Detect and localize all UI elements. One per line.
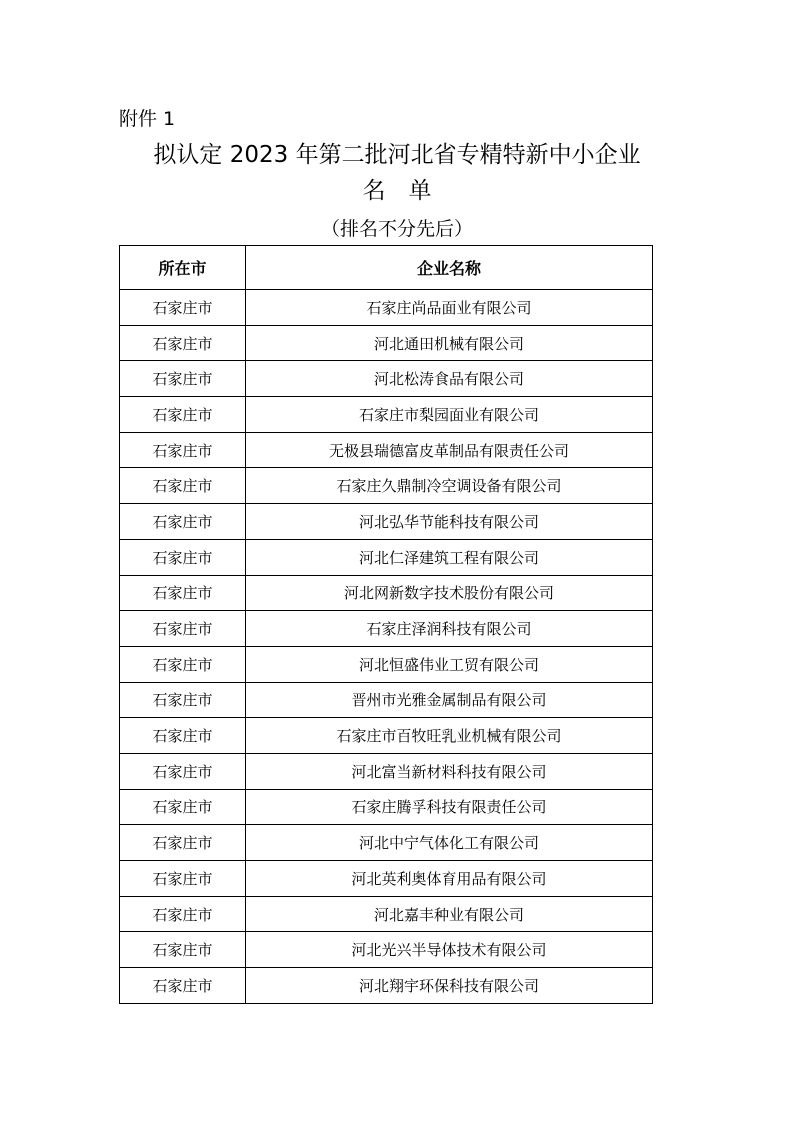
table-row bbox=[120, 861, 653, 897]
table-row bbox=[120, 290, 653, 326]
cell-company-name: 河北仁泽建筑工程有限公司 bbox=[246, 539, 653, 575]
table-row bbox=[120, 646, 653, 682]
cell-city: 石家庄市 bbox=[120, 432, 246, 468]
cell-company-name: 河北通田机械有限公司 bbox=[246, 325, 653, 361]
cell-company-name: 河北光兴半导体技术有限公司 bbox=[246, 932, 653, 968]
cell-company-name: 晋州市光雅金属制品有限公司 bbox=[246, 682, 653, 718]
cell-company-name: 河北网新数字技术股份有限公司 bbox=[246, 575, 653, 611]
table-row bbox=[120, 789, 653, 825]
cell-city: 石家庄市 bbox=[120, 575, 246, 611]
table-row bbox=[120, 611, 653, 647]
cell-company-name: 无极县瑞德富皮革制品有限责任公司 bbox=[246, 432, 653, 468]
cell-city: 石家庄市 bbox=[120, 539, 246, 575]
table-row bbox=[120, 825, 653, 861]
header-company-name: 企业名称 bbox=[246, 246, 653, 290]
cell-city: 石家庄市 bbox=[120, 646, 246, 682]
document-title-line-1: 拟认定 2023 年第二批河北省专精特新中小企业 bbox=[153, 142, 641, 168]
table-row bbox=[120, 504, 653, 540]
table-row bbox=[120, 753, 653, 789]
cell-company-name: 石家庄泽润科技有限公司 bbox=[246, 611, 653, 647]
table-row bbox=[120, 575, 653, 611]
cell-city: 石家庄市 bbox=[120, 682, 246, 718]
cell-city: 石家庄市 bbox=[120, 504, 246, 540]
cell-city: 石家庄市 bbox=[120, 325, 246, 361]
cell-city: 石家庄市 bbox=[120, 932, 246, 968]
table-row bbox=[120, 325, 653, 361]
cell-company-name: 石家庄久鼎制冷空调设备有限公司 bbox=[246, 468, 653, 504]
cell-company-name: 河北嘉丰种业有限公司 bbox=[246, 896, 653, 932]
cell-company-name: 河北中宁气体化工有限公司 bbox=[246, 825, 653, 861]
cell-city: 石家庄市 bbox=[120, 753, 246, 789]
cell-company-name: 河北富当新材料科技有限公司 bbox=[246, 753, 653, 789]
header-city: 所在市 bbox=[120, 246, 246, 290]
cell-company-name: 石家庄市百牧旺乳业机械有限公司 bbox=[246, 718, 653, 754]
document-title-line-2: 名 单 bbox=[362, 178, 432, 204]
cell-company-name: 石家庄尚品面业有限公司 bbox=[246, 290, 653, 326]
table-header-row bbox=[120, 246, 653, 290]
table-row bbox=[120, 432, 653, 468]
table-row bbox=[120, 539, 653, 575]
cell-city: 石家庄市 bbox=[120, 468, 246, 504]
cell-city: 石家庄市 bbox=[120, 397, 246, 433]
cell-company-name: 石家庄腾孚科技有限责任公司 bbox=[246, 789, 653, 825]
cell-city: 石家庄市 bbox=[120, 290, 246, 326]
table-row bbox=[120, 718, 653, 754]
table-row bbox=[120, 682, 653, 718]
cell-company-name: 河北松涛食品有限公司 bbox=[246, 361, 653, 397]
table-row bbox=[120, 361, 653, 397]
cell-city: 石家庄市 bbox=[120, 789, 246, 825]
cell-company-name: 河北恒盛伟业工贸有限公司 bbox=[246, 646, 653, 682]
cell-city: 石家庄市 bbox=[120, 896, 246, 932]
attachment-label: 附件 1 bbox=[119, 108, 176, 130]
cell-city: 石家庄市 bbox=[120, 968, 246, 1004]
document-subtitle: （排名不分先后） bbox=[320, 218, 473, 240]
cell-company-name: 河北翔宇环保科技有限公司 bbox=[246, 968, 653, 1004]
cell-city: 石家庄市 bbox=[120, 718, 246, 754]
cell-company-name: 石家庄市梨园面业有限公司 bbox=[246, 397, 653, 433]
table-row bbox=[120, 468, 653, 504]
cell-city: 石家庄市 bbox=[120, 861, 246, 897]
table-row bbox=[120, 896, 653, 932]
table-row bbox=[120, 397, 653, 433]
cell-city: 石家庄市 bbox=[120, 825, 246, 861]
cell-company-name: 河北英利奥体育用品有限公司 bbox=[246, 861, 653, 897]
company-list-table bbox=[119, 245, 653, 1004]
cell-city: 石家庄市 bbox=[120, 361, 246, 397]
cell-city: 石家庄市 bbox=[120, 611, 246, 647]
table-row bbox=[120, 932, 653, 968]
table-row bbox=[120, 968, 653, 1004]
cell-company-name: 河北弘华节能科技有限公司 bbox=[246, 504, 653, 540]
